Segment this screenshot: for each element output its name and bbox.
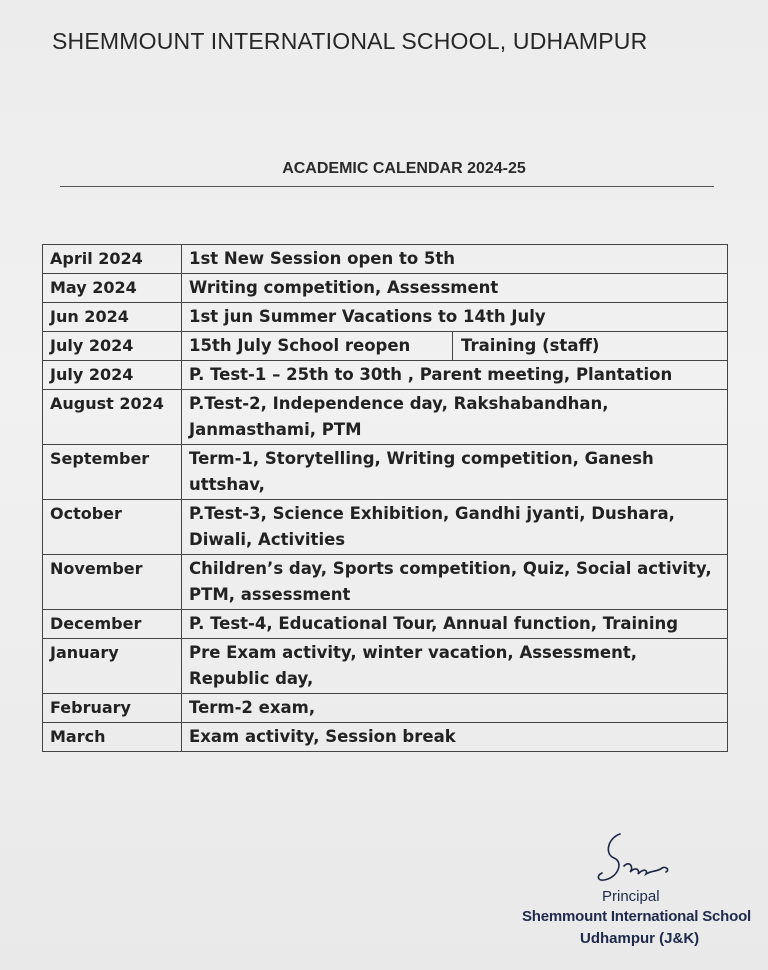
month-cell: Jun 2024: [43, 303, 182, 332]
signature-role: Principal: [602, 888, 660, 905]
events-cell: P.Test-3, Science Exhibition, Gandhi jyanti, Dushara, Diwali, Activities: [182, 500, 728, 555]
table-row: [43, 639, 728, 694]
signature-place: Udhampur (J&K): [580, 930, 700, 947]
month-cell: July 2024: [43, 361, 182, 390]
calendar-title: ACADEMIC CALENDAR 2024-25: [282, 160, 526, 177]
month-cell: December: [43, 610, 182, 639]
events-cell: 1st New Session open to 5th: [182, 245, 728, 274]
month-cell: October: [43, 500, 182, 555]
month-cell: August 2024: [43, 390, 182, 445]
events-extra-text: Training (staff): [452, 332, 727, 360]
events-cell: P. Test-4, Educational Tour, Annual function, Training: [182, 610, 728, 639]
events-cell: Writing competition, Assessment: [182, 274, 728, 303]
principal-signature: [590, 826, 690, 896]
month-cell: March: [43, 723, 182, 752]
events-cell: Term-2 exam,: [182, 694, 728, 723]
month-cell: September: [43, 445, 182, 500]
table-row: [43, 500, 728, 555]
events-cell: Pre Exam activity, winter vacation, Assessment, Republic day,: [182, 639, 728, 694]
month-cell: January: [43, 639, 182, 694]
events-cell: P.Test-2, Independence day, Rakshabandhan, Janmasthami, PTM: [182, 390, 728, 445]
table-row: [43, 332, 728, 361]
signature-school: Shemmount International School: [522, 908, 752, 925]
events-cell: P. Test-1 – 25th to 30th , Parent meeting, Plantation: [182, 361, 728, 390]
month-cell: May 2024: [43, 274, 182, 303]
month-cell: February: [43, 694, 182, 723]
events-cell: Children’s day, Sports competition, Quiz, Social activity, PTM, assessment: [182, 555, 728, 610]
events-text: 15th July School reopen: [189, 336, 411, 355]
table-row: [43, 555, 728, 610]
academic-calendar-table: [42, 244, 728, 752]
events-cell: 1st jun Summer Vacations to 14th July: [182, 303, 728, 332]
school-name: SHEMMOUNT INTERNATIONAL SCHOOL, UDHAMPUR: [52, 28, 648, 54]
title-underline: [60, 186, 714, 187]
month-cell: November: [43, 555, 182, 610]
table-row: [43, 694, 728, 723]
month-cell: April 2024: [43, 245, 182, 274]
table-row: [43, 361, 728, 390]
table-row: [43, 610, 728, 639]
table-row: [43, 445, 728, 500]
table-row: [43, 390, 728, 445]
events-cell: Exam activity, Session break: [182, 723, 728, 752]
table-row: [43, 723, 728, 752]
table-row: [43, 245, 728, 274]
table-row: [43, 274, 728, 303]
events-cell: Term-1, Storytelling, Writing competition, Ganesh uttshav,: [182, 445, 728, 500]
table-row: [43, 303, 728, 332]
events-cell: [182, 332, 728, 361]
month-cell: July 2024: [43, 332, 182, 361]
